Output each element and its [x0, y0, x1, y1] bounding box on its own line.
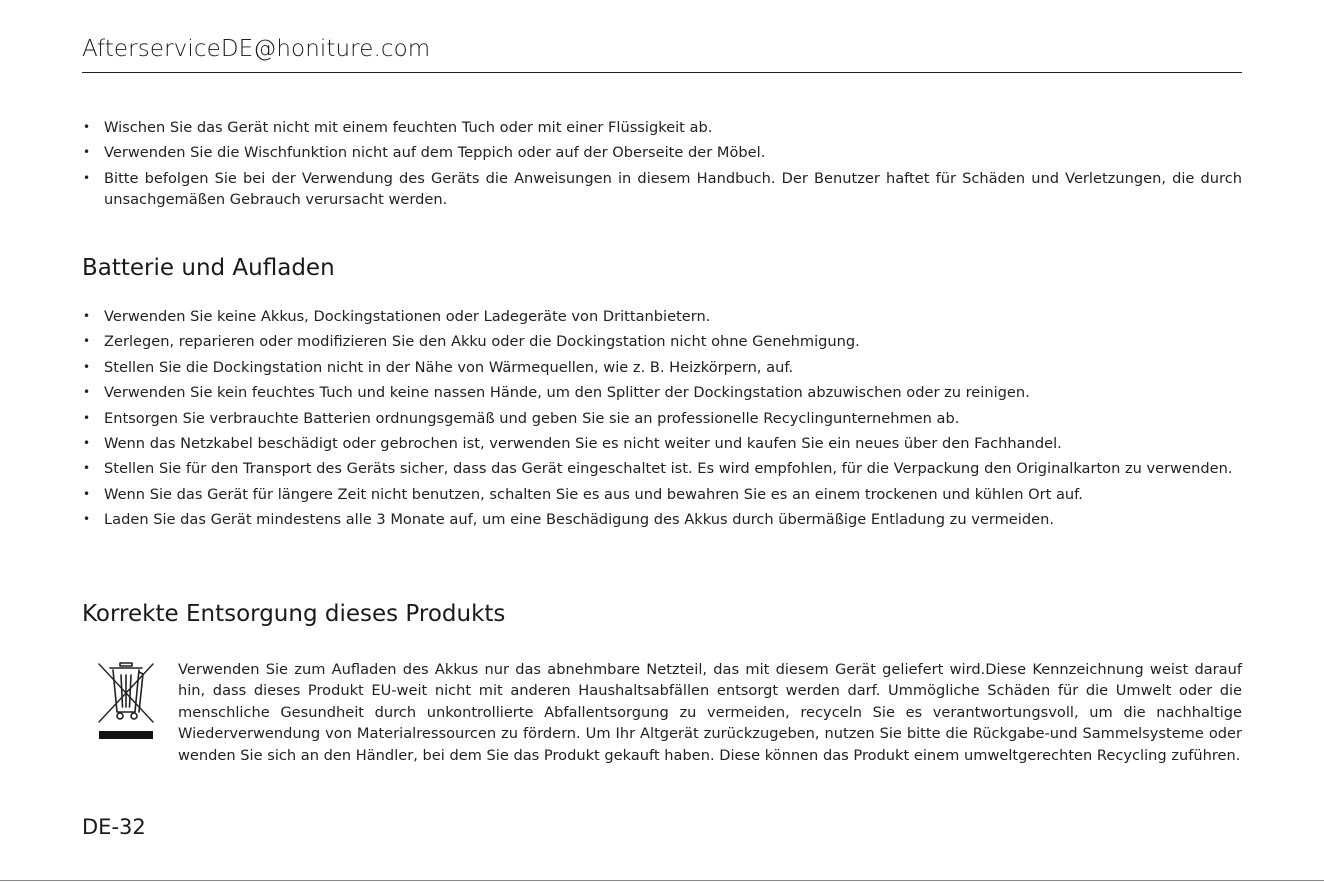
battery-section-title: Batterie und Aufladen: [82, 255, 335, 281]
list-item: • Verwenden Sie die Wischfunktion nicht auf dem Teppich oder auf der Oberseite der Möbel.: [82, 142, 1242, 163]
disposal-section-title: Korrekte Entsorgung dieses Produkts: [82, 601, 506, 627]
list-item: • Zerlegen, reparieren oder modifizieren Sie den Akku oder die Dockingstation nicht ohne Genehmigung.: [82, 331, 1242, 352]
weee-crossed-bin-icon: [96, 660, 156, 742]
list-item: • Wischen Sie das Gerät nicht mit einem feuchten Tuch oder mit einer Flüssigkeit ab.: [82, 117, 1242, 138]
bottom-edge-line: [0, 880, 1324, 881]
list-item: • Wenn Sie das Gerät für längere Zeit nicht benutzen, schalten Sie es aus und bewahren Sie es an einem trockenen und kühlen Ort auf.: [82, 484, 1242, 505]
list-item: • Verwenden Sie keine Akkus, Dockingstationen oder Ladegeräte von Drittanbietern.: [82, 306, 1242, 327]
list-item: • Verwenden Sie kein feuchtes Tuch und keine nassen Hände, um den Splitter der Dockingstation abzuwischen oder zu reinigen.: [82, 382, 1242, 403]
list-item: • Laden Sie das Gerät mindestens alle 3 Monate auf, um eine Beschädigung des Akkus durch übermäßige Entladung zu vermeiden.: [82, 509, 1242, 530]
list-item: • Entsorgen Sie verbrauchte Batterien ordnungsgemäß und geben Sie sie an professionelle Recyclingunternehmen ab.: [82, 408, 1242, 429]
list-item: • Wenn das Netzkabel beschädigt oder gebrochen ist, verwenden Sie es nicht weiter und kaufen Sie ein neues über den Fachhandel.: [82, 433, 1242, 454]
intro-bullet-list: [82, 117, 1242, 214]
support-email: AfterserviceDE@honiture.com: [82, 36, 431, 62]
list-item: • Bitte befolgen Sie bei der Verwendung des Geräts die Anweisungen in diesem Handbuch. Der Benutzer haftet für Schäden und Verletzungen, die durch unsachgemäßen Gebrauch verursacht werden.: [82, 168, 1242, 210]
list-item: • Stellen Sie für den Transport des Geräts sicher, dass das Gerät eingeschaltet ist. Es wird empfohlen, für die Verpackung den Originalkarton zu verwenden.: [82, 458, 1242, 479]
page-number: DE-32: [82, 815, 146, 839]
battery-bullet-list: [82, 306, 1242, 535]
disposal-paragraph: Verwenden Sie zum Aufladen des Akkus nur das abnehmbare Netzteil, das mit diesem Gerät geliefert wird.Diese Kennzeichnung weist darauf hin, dass dieses Produkt EU-weit nicht mit anderen Haushaltsabfällen entsorgt werden darf. Ummögliche Schäden für die Umwelt oder die menschliche Gesundheit durch unkontrollierte Abfallentsorgung zu vermeiden, recyceln Sie es verantwortungsvoll, um die nachhaltige Wiederverwendung von Materialressourcen zu fördern. Um Ihr Altgerät zurückzugeben, nutzen Sie bitte die Rückgabe-und Sammelsysteme oder wenden Sie sich an den Händler, bei dem Sie das Produkt gekauft haben. Diese können das Produkt einem umweltgerechten Recycling zuführen.: [178, 661, 1242, 764]
list-item: • Stellen Sie die Dockingstation nicht in der Nähe von Wärmequellen, wie z. B. Heizkörpern, auf.: [82, 357, 1242, 378]
header-divider: [82, 72, 1242, 73]
